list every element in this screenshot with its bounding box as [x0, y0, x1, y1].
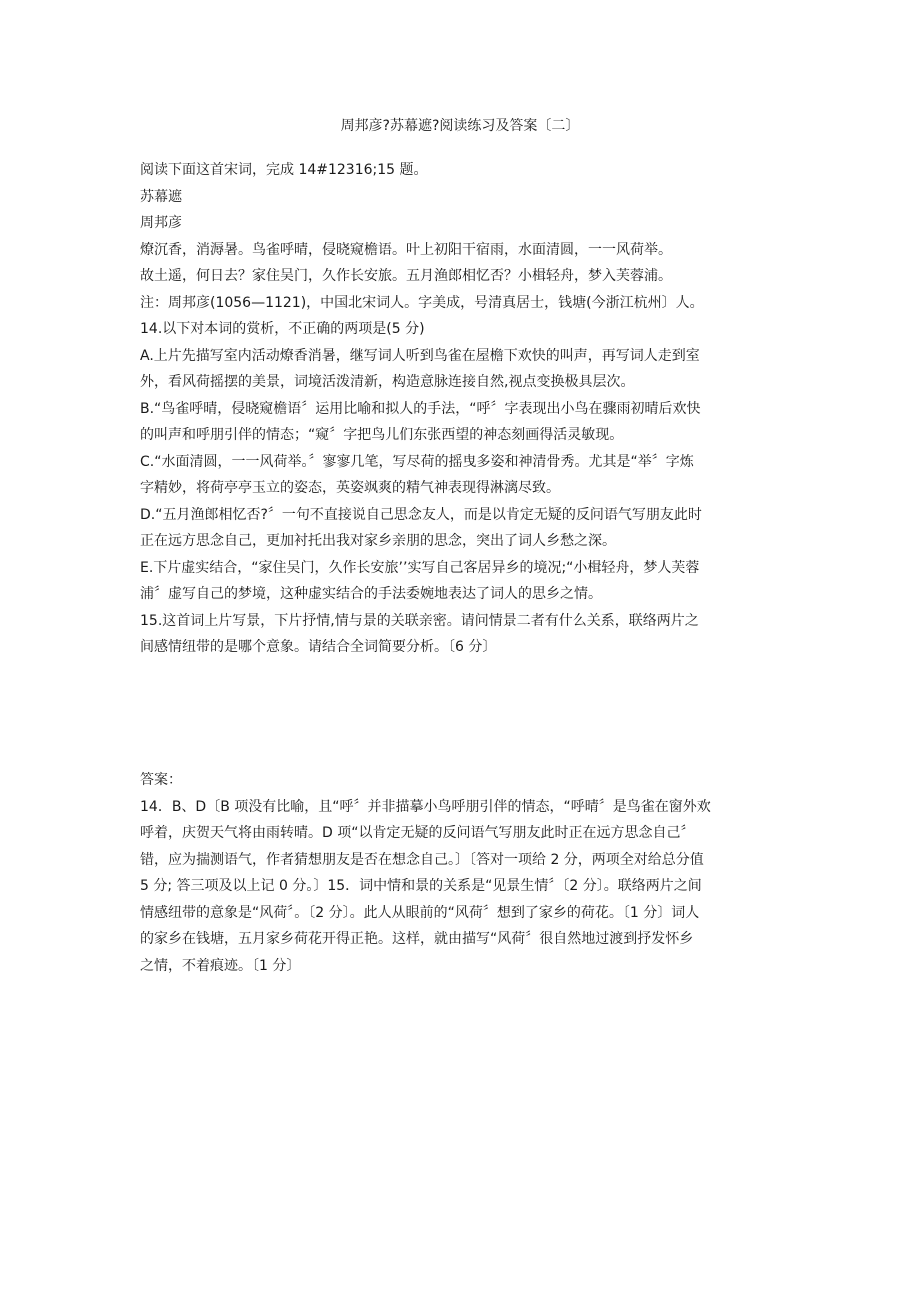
answer-line-6: 的家乡在钱塘，五月家乡荷花开得正艳。这样，就由描写“风荷〞很自然地过渡到抒发怀乡 [140, 931, 694, 947]
question-body [140, 157, 782, 661]
question-14-stem: 14.以下对本词的赏析，不正确的两项是(5 分) [140, 321, 425, 337]
question-15-line-2: 间感情纽带的是哪个意象。请结合全词简要分析。〔6 分〕 [140, 639, 497, 655]
answer-section [140, 767, 782, 979]
poem-line-2: 故土遥，何日去？家住吴门，久作长安旅。五月渔郎相忆否？小楫轻舟，梦入芙蓉浦。 [140, 268, 672, 284]
answer-line-5: 情感纽带的意象是“风荷〞。〔2 分〕。此人从眼前的“风荷〞想到了家乡的荷花。〔1 分〕词人 [140, 904, 700, 921]
poem-line-1: 燎沉香，消溽暑。鸟雀呼晴，侵晓窥檐语。叶上初阳干宿雨，水面清圆，一一风荷举。 [140, 241, 672, 258]
instruction-line: 阅读下面这首宋词，完成 14#12316;15 题。 [140, 162, 428, 178]
author-note: 注：周邦彦(1056—1121)，中国北宋词人。字美成，号清真居士，钱塘(今浙江杭州〕人。 [140, 294, 704, 311]
answer-line-1: 14．B、D〔B 项没有比喻，且“呼〞并非描摹小鸟呼朋引伴的情态，“呼晴〞是鸟雀在窗外欢 [140, 798, 711, 815]
answer-line-2: 呼着，庆贺天气将由雨转晴。D 项“以肯定无疑的反问语气写朋友此时正在远方思念自己〞 [140, 825, 695, 841]
poem-title: 苏幕遮 [140, 188, 182, 205]
answer-line-4: 5 分; 答三项及以上记 0 分。〕15．词中情和景的关系是“见景生情〞〔2 分〕。联络两片之间 [140, 878, 702, 894]
question-15-line-1: 15.这首词上片写景，下片抒情,情与景的关联亲密。请问情景二者有什么关系，联络两片之 [140, 612, 699, 629]
answer-heading: 答案： [140, 772, 182, 788]
answer-line-7: 之情，不着痕迹。〔1 分〕 [140, 957, 301, 974]
option-c-line-1: C.“水面清圆，一一风荷举。〞寥寥几笔，写尽荷的摇曳多姿和神清骨秀。尤其是“举〞字炼 [140, 453, 694, 470]
option-b-line-1: B.“鸟雀呼晴，侵晓窥檐语〞运用比喻和拟人的手法，“呼〞字表现出小鸟在骤雨初晴后欢快 [140, 400, 701, 417]
option-a-line-1: A.上片先描写室内活动燎香消暑，继写词人听到鸟雀在屋檐下欢快的叫声，再写词人走到室 [140, 347, 700, 364]
option-a-line-2: 外，看风荷摇摆的美景，词境活泼清新，构造意脉连接自然,视点变换极具层次。 [140, 374, 635, 390]
option-d-line-1: D.“五月渔郎相忆否?〞一句不直接说自己思念友人，而是以肯定无疑的反问语气写朋友此时 [140, 506, 702, 523]
page-title: 周邦彦?苏幕遮?阅读练习及答案〔二〕 [340, 118, 580, 134]
option-d-line-2: 正在远方思念自己，更加衬托出我对家乡亲朋的思念，突出了词人乡愁之深。 [140, 533, 616, 549]
option-e-line-2: 浦〞虚写自己的梦境，这种虚实结合的手法委婉地表达了词人的思乡之情。 [140, 586, 602, 602]
answer-line-3: 错，应为揣测语气，作者猜想朋友是否在想念自己。〕〔答对一项给 2 分，两项全对给总分值 [140, 851, 704, 868]
option-e-line-1: E.下片虚实结合，“家住吴门，久作长安旅’’实写自己客居异乡的境况;“小楫轻舟，梦人芙蓉 [140, 559, 700, 576]
poem-author: 周邦彦 [140, 215, 182, 231]
option-c-line-2: 字精妙，将荷亭亭玉立的姿态，英姿飒爽的精气神表现得淋漓尽致。 [140, 480, 560, 496]
option-b-line-2: 的叫声和呼朋引伴的情态；“窥〞字把鸟儿们东张西望的神态刻画得活灵敏现。 [140, 427, 624, 443]
